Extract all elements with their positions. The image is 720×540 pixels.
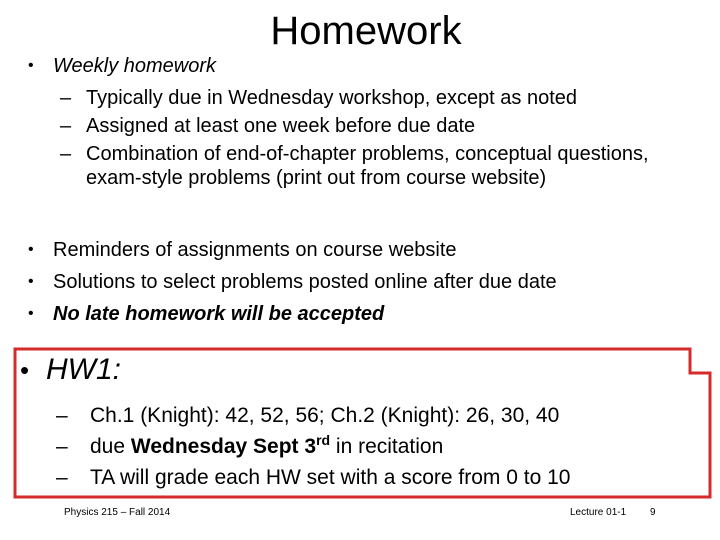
hw1-grading xyxy=(32,462,690,493)
footer-lecture: Lecture 01-1 xyxy=(570,507,627,518)
bullet-no-late-text: No late homework will be accepted xyxy=(53,303,385,325)
bullet-reminders-text: Reminders of assignments on course website xyxy=(53,239,457,261)
dash: – xyxy=(56,435,68,458)
sub-bullet-assigned xyxy=(28,114,718,138)
bullet-solutions-text: Solutions to select problems posted online after due date xyxy=(53,271,557,293)
dash: – xyxy=(60,143,72,165)
dash: – xyxy=(56,466,68,489)
dash: – xyxy=(60,115,72,137)
bullet-list xyxy=(28,50,718,330)
bullet-no-late xyxy=(28,298,718,330)
sub-bullet-text: Typically due in Wednesday workshop, except as noted xyxy=(86,87,578,109)
hw1-section xyxy=(20,350,690,493)
bullet-dot: • xyxy=(20,355,30,385)
hw1-due-day: Wednesday Sept 3 xyxy=(130,435,317,458)
hw1-heading xyxy=(20,350,690,390)
bullet-weekly-text: Weekly homework xyxy=(53,55,217,77)
sub-bullet-combination xyxy=(28,142,718,190)
hw1-problems xyxy=(32,400,690,431)
hw1-list xyxy=(20,400,690,493)
bullet-weekly xyxy=(28,50,718,82)
sub-bullet-text-cont: exam-style problems (print out from course website) xyxy=(86,167,547,189)
hw1-due-date xyxy=(32,431,690,462)
slide-title: Homework xyxy=(270,9,462,53)
bullet-dot: • xyxy=(28,305,34,322)
bullet-solutions xyxy=(28,266,718,298)
hw1-due-ordinal: rd xyxy=(316,432,331,448)
sub-bullet-due xyxy=(28,86,718,110)
bullet-reminders xyxy=(28,234,718,266)
sub-bullet-text: Assigned at least one week before due date xyxy=(86,115,476,137)
hw1-grading-text: TA will grade each HW set with a score from 0 to 10 xyxy=(90,466,571,489)
hw1-due-suffix: in recitation xyxy=(330,435,444,458)
footer-course: Physics 215 – Fall 2014 xyxy=(64,507,171,518)
bullet-dot: • xyxy=(28,57,34,74)
hw1-due-prefix: due xyxy=(90,435,131,458)
dash: – xyxy=(56,404,68,427)
hw1-heading-text: HW1: xyxy=(46,353,121,386)
bullet-dot: • xyxy=(28,273,34,290)
hw1-problems-text: Ch.1 (Knight): 42, 52, 56; Ch.2 (Knight): 26, 30, 40 xyxy=(90,404,560,427)
footer-page-number: 9 xyxy=(650,507,656,518)
sub-bullet-text: Combination of end-of-chapter problems, conceptual questions, xyxy=(86,143,649,165)
bullet-dot: • xyxy=(28,241,34,258)
dash: – xyxy=(60,87,72,109)
